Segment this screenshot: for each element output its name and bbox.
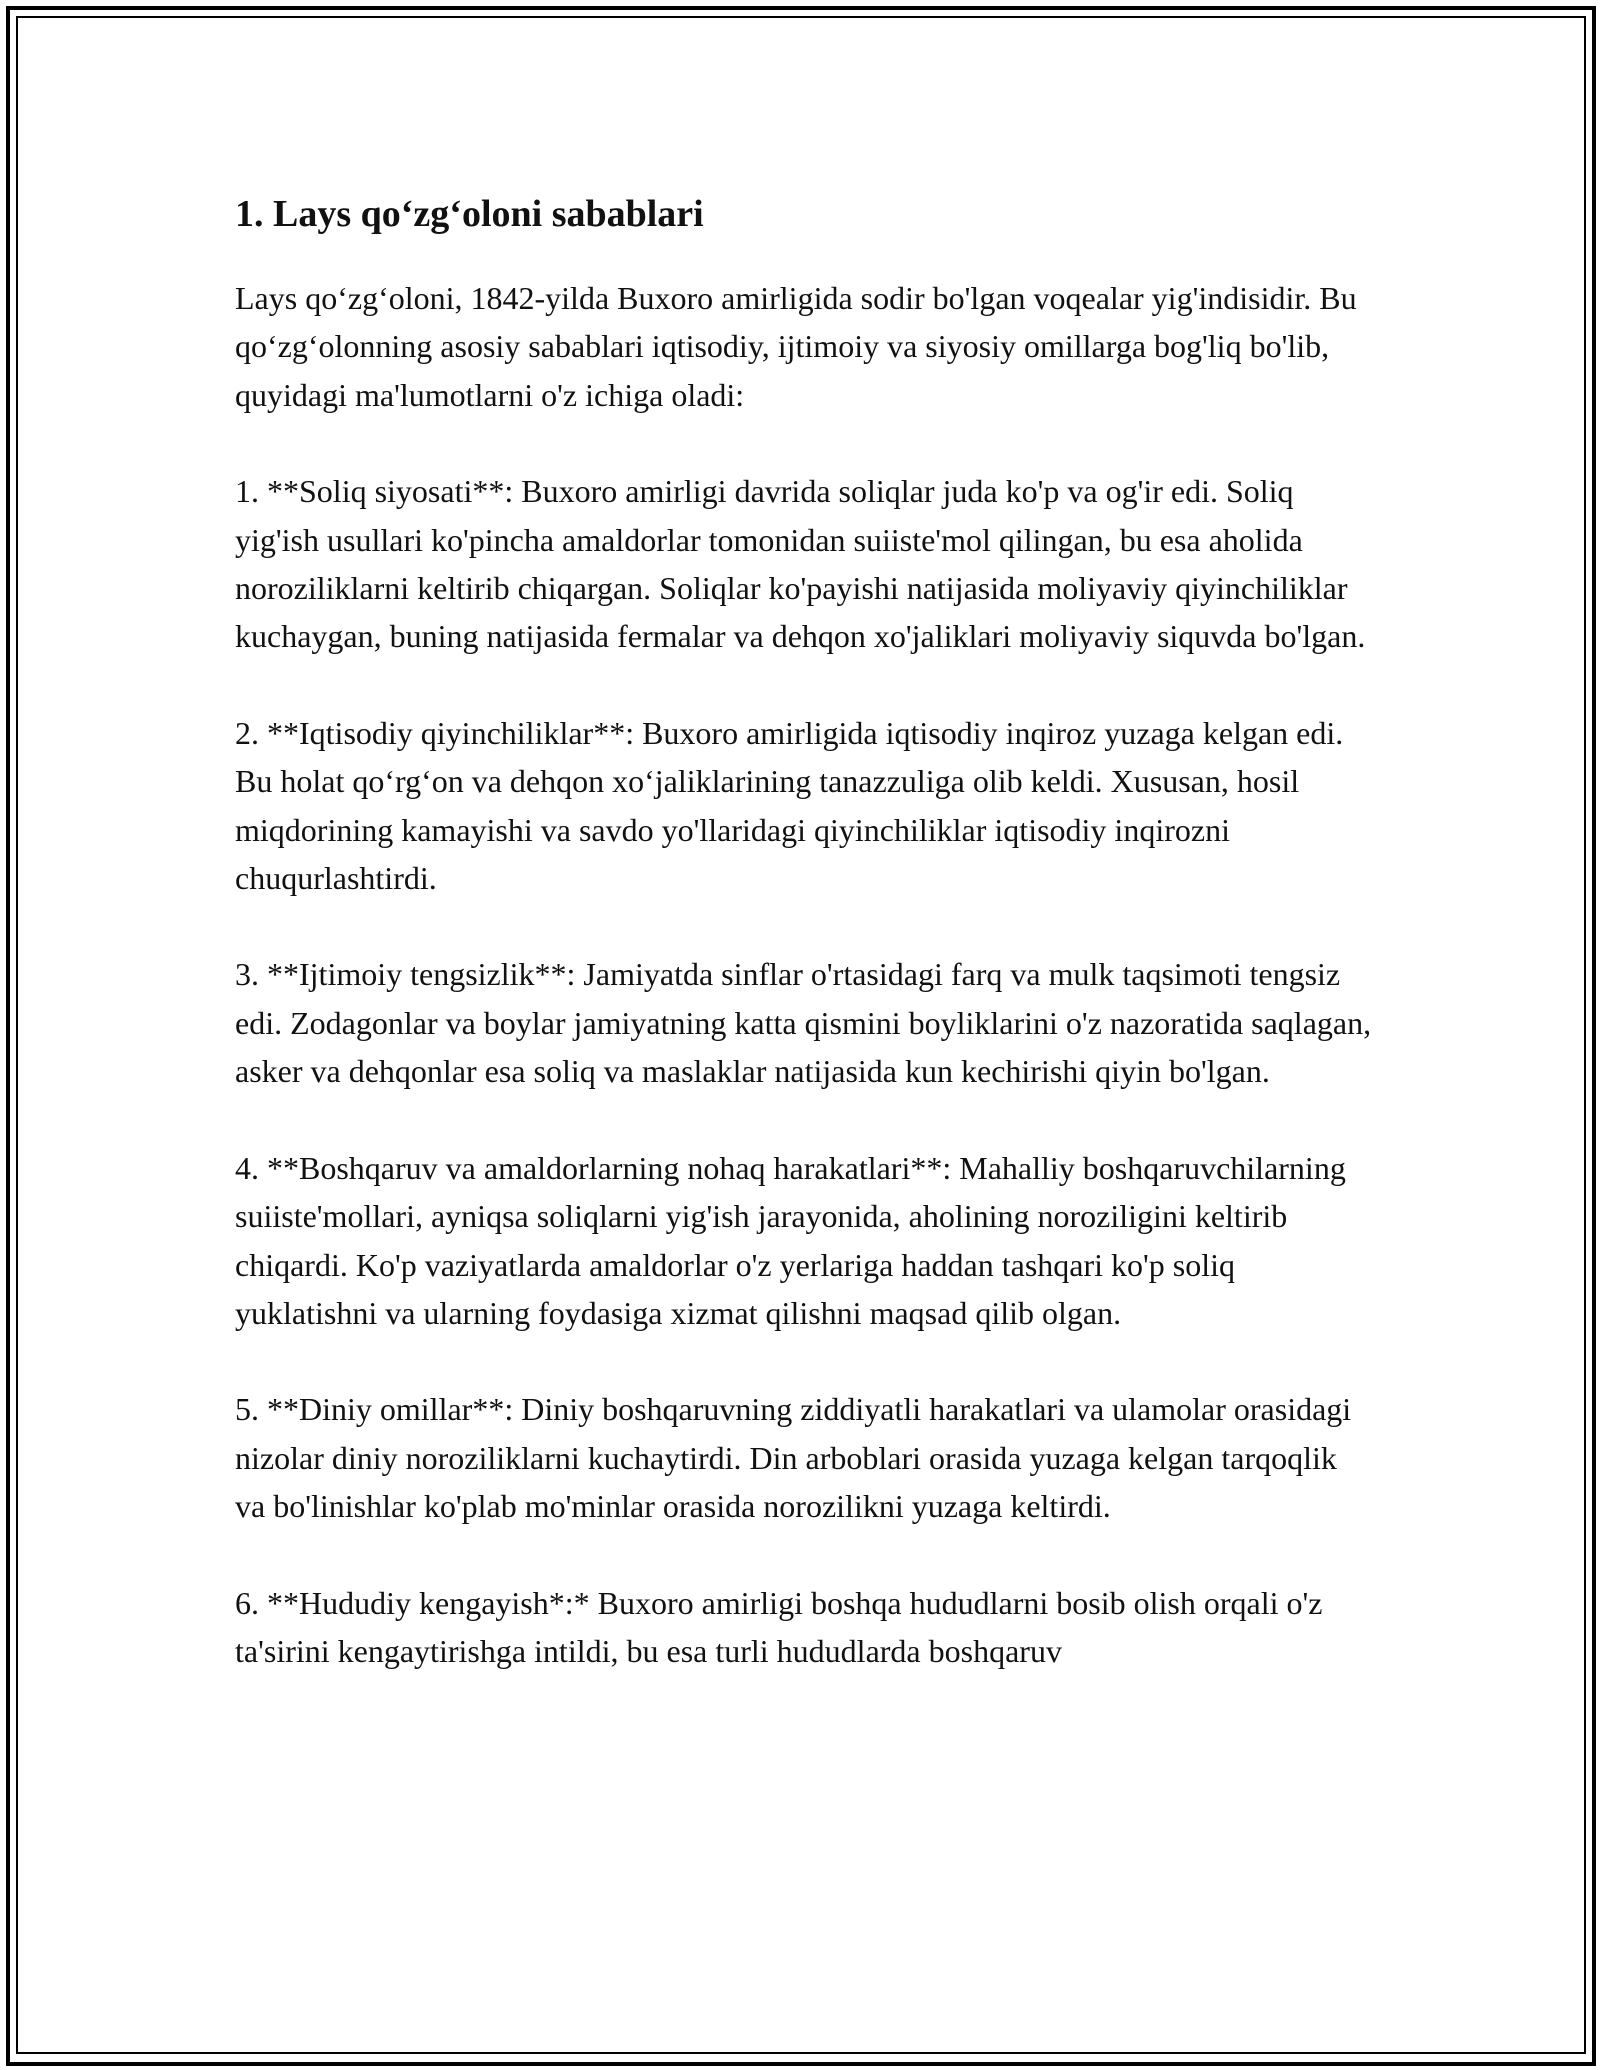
intro-paragraph: Lays qo‘zg‘oloni, 1842-yilda Buxoro amirligida sodir bo'lgan voqealar yig'indisidir. Bu qo‘zg‘olonning asosiy sabablari iqtisodiy, ijtimoiy va siyosiy omillarga bog'liq bo'lib, quyidagi ma'lumotlarni o'z ichiga oladi:	[235, 280, 1357, 413]
list-item-iqtisodiy-qiyinchiliklar: 2. **Iqtisodiy qiyinchiliklar**: Buxoro amirligida iqtisodiy inqiroz yuzaga kelgan edi. Bu holat qo‘rg‘on va dehqon xo‘jaliklarining tanazzuliga olib keldi. Xususan, hosil miqdorining kamayishi va savdo yo'llaridagi qiyinchiliklar iqtisodiy inqirozni chuqurlashtirdi.	[235, 714, 1344, 897]
document-body	[235, 188, 1375, 1675]
list-item-ijtimoiy-tengsizlik: 3. **Ijtimoiy tengsizlik**: Jamiyatda sinflar o'rtasidagi farq va mulk taqsimoti tengsiz edi. Zodagonlar va boylar jamiyatning katta qismini boyliklarini o'z nazoratida saqlagan, asker va dehqonlar esa soliq va maslaklar natijasida kun kechirishi qiyin bo'lgan.	[235, 956, 1372, 1090]
list-item-diniy-omillar: 5. **Diniy omillar**: Diniy boshqaruvning ziddiyatli harakatlari va ulamolar orasidagi nizolar diniy noroziliklarni kuchaytirdi. Din arboblari orasida yuzaga kelgan tarqoqlik va bo'linishlar ko'plab mo'minlar orasida norozilikni yuzaga keltirdi.	[235, 1391, 1352, 1525]
list-item-soliq-siyosati: 1. **Soliq siyosati**: Buxoro amirligi davrida soliqlar juda ko'p va og'ir edi. Soliq yig'ish usullari ko'pincha amaldorlar tomonidan suiiste'mol qilingan, bu esa aholida noroziliklarni keltirib chiqargan. Soliqlar ko'payishi natijasida moliyaviy qiyinchiliklar kuchaygan, buning natijasida fermalar va dehqon xo'jaliklari moliyaviy siquvda bo'lgan.	[235, 473, 1366, 655]
list-item-boshqaruv: 4. **Boshqaruv va amaldorlarning nohaq harakatlari**: Mahalliy boshqaruvchilarning suiiste'mollari, ayniqsa soliqlarni yig'ish jarayonida, aholining noroziligini keltirib chiqardi. Ko'p vaziyatlarda amaldorlar o'z yerlariga haddan tashqari ko'p soliq yuklatishni va ularning foydasiga xizmat qilishni maqsad qilib olgan.	[235, 1149, 1346, 1331]
list-item-hududiy-kengayish: 6. **Hududiy kengayish*:* Buxoro amirligi boshqa hududlarni bosib olish orqali o'z ta'sirini kengaytirishga intildi, bu esa turli hududlarda boshqaruv	[235, 1584, 1323, 1669]
document-heading: 1. Lays qo‘zg‘oloni sabablari	[235, 193, 704, 235]
